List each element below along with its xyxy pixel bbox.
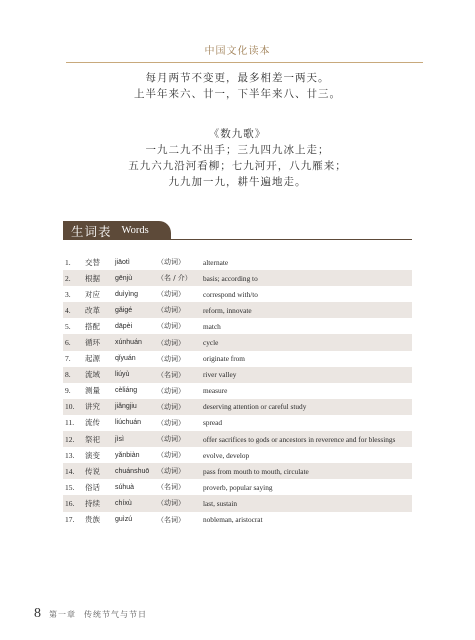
vocab-word: 测量: [85, 386, 100, 396]
vocab-definition: match: [203, 321, 221, 331]
vocab-definition: reform, innovate: [203, 305, 252, 315]
vocab-pinyin: xúnhuán: [115, 339, 142, 347]
poem-line: 五九六九沿河看柳；七九河开，八九雁来；: [128, 160, 347, 172]
vocab-word: 传说: [85, 466, 100, 476]
vocab-pinyin: chuánshuō: [115, 467, 150, 475]
vocab-part-of-speech: （动词）: [157, 322, 185, 331]
vocab-definition: deserving attention or careful study: [203, 402, 307, 412]
vocab-definition: originate from: [203, 354, 245, 364]
vocab-row: [63, 334, 412, 350]
vocab-part-of-speech: （动词）: [157, 418, 185, 427]
poem-line: 上半年来六、廿一，下半年来八、廿三。: [134, 88, 341, 100]
vocab-part-of-speech: （动词）: [157, 386, 185, 395]
vocab-word: 祭祀: [85, 434, 100, 444]
vocab-row: [63, 495, 412, 511]
vocab-part-of-speech: （名词）: [157, 483, 185, 492]
vocab-number: 2.: [65, 273, 71, 283]
poem-solar-terms: [0, 70, 475, 102]
vocab-part-of-speech: （动词）: [157, 402, 185, 411]
chapter-title: 传统节气与节日: [84, 610, 147, 619]
vocab-definition: cycle: [203, 338, 219, 348]
vocab-row: [63, 415, 412, 431]
vocab-pinyin: yǎnbiàn: [115, 451, 140, 459]
vocab-pinyin: dāpèi: [115, 322, 133, 330]
vocab-row: [63, 383, 412, 399]
vocab-number: 7.: [65, 354, 71, 364]
vocab-number: 17.: [65, 515, 75, 525]
vocab-definition: nobleman, aristocrat: [203, 515, 263, 525]
vocab-pinyin: duìyìng: [115, 290, 138, 298]
vocab-word: 讲究: [85, 402, 100, 412]
vocab-number: 12.: [65, 434, 75, 444]
vocab-row: [63, 399, 412, 415]
vocab-definition: evolve, develop: [203, 450, 250, 460]
vocab-pinyin: liúchuán: [115, 419, 142, 427]
vocab-number: 11.: [65, 418, 75, 428]
vocab-word: 搭配: [85, 321, 100, 331]
vocab-word: 持续: [85, 498, 100, 508]
vocab-part-of-speech: （动词）: [157, 435, 185, 444]
vocab-part-of-speech: （动词）: [157, 354, 185, 363]
vocab-word: 根据: [85, 273, 100, 283]
vocab-word: 贵族: [85, 515, 100, 525]
vocab-word: 对应: [85, 289, 100, 299]
poem-line: 每月两节不变更，最多相差一两天。: [145, 72, 330, 84]
vocab-part-of-speech: （名 / 介）: [157, 274, 192, 283]
vocab-pinyin: jiāotì: [115, 258, 130, 266]
vocab-row: [63, 318, 412, 334]
vocab-number: 3.: [65, 289, 71, 299]
vocab-row: [63, 431, 412, 447]
poem-title: 《数九歌》: [208, 128, 267, 140]
vocab-word: 改革: [85, 305, 100, 315]
vocab-number: 13.: [65, 450, 75, 460]
vocab-part-of-speech: （名词）: [157, 370, 185, 379]
vocab-pinyin: chíxù: [115, 499, 132, 507]
poem-line: 一九二九不出手；三九四九冰上走；: [145, 144, 330, 156]
vocab-word: 交替: [85, 257, 100, 267]
vocab-row: [63, 479, 412, 495]
vocab-number: 9.: [65, 386, 71, 396]
vocab-definition: basis; according to: [203, 273, 258, 283]
vocab-row: [63, 512, 412, 528]
vocab-word: 演变: [85, 450, 100, 460]
vocab-word: 流域: [85, 370, 100, 380]
vocab-pinyin: gēnjù: [115, 274, 133, 282]
vocab-part-of-speech: （动词）: [157, 338, 185, 347]
vocab-row: [63, 351, 412, 367]
vocab-heading-zh: 生词表: [71, 223, 112, 239]
vocab-definition: river valley: [203, 370, 237, 380]
vocab-word: 流传: [85, 418, 100, 428]
vocab-definition: measure: [203, 386, 228, 396]
vocab-definition: alternate: [203, 257, 229, 267]
vocab-definition: correspond with/to: [203, 289, 258, 299]
vocab-number: 4.: [65, 305, 71, 315]
vocab-heading-en: Words: [121, 225, 149, 236]
vocab-pinyin: guìzú: [115, 516, 133, 524]
vocab-definition: offer sacrifices to gods or ancestors in reverence and for blessings: [203, 434, 396, 444]
vocab-row: [63, 254, 412, 270]
vocab-definition: last, sustain: [203, 498, 238, 508]
page-number: 8: [34, 606, 41, 621]
header-rule: [66, 62, 423, 63]
vocab-number: 8.: [65, 370, 71, 380]
vocab-row: [63, 367, 412, 383]
page-footer: [34, 606, 147, 622]
poem-counting-nines: [0, 126, 475, 190]
vocab-definition: spread: [203, 418, 223, 428]
vocab-number: 1.: [65, 257, 71, 267]
vocab-pinyin: gǎigé: [115, 306, 133, 314]
vocab-number: 16.: [65, 498, 75, 508]
vocab-number: 14.: [65, 466, 75, 476]
vocab-word: 循环: [85, 338, 100, 348]
vocab-heading-rule: [63, 239, 412, 240]
vocab-definition: proverb, popular saying: [203, 482, 273, 492]
vocab-part-of-speech: （动词）: [157, 306, 185, 315]
vocab-pinyin: jìsì: [115, 435, 124, 443]
vocab-word: 起源: [85, 354, 100, 364]
running-header: 中国文化读本: [204, 46, 271, 57]
vocab-part-of-speech: （名词）: [157, 515, 185, 524]
vocab-row: [63, 286, 412, 302]
vocab-part-of-speech: （动词）: [157, 467, 185, 476]
chapter-label: 第一章: [49, 610, 76, 619]
poem-line: 九九加一九，耕牛遍地走。: [168, 176, 307, 188]
vocab-part-of-speech: （动词）: [157, 499, 185, 508]
vocab-heading: [63, 221, 171, 240]
vocab-row: [63, 270, 412, 286]
vocab-pinyin: súhuà: [115, 483, 135, 491]
vocab-pinyin: qǐyuán: [115, 355, 136, 363]
vocab-row: [63, 463, 412, 479]
vocab-definition: pass from mouth to mouth, circulate: [203, 466, 309, 476]
vocab-number: 10.: [65, 402, 75, 412]
vocab-word: 俗话: [85, 482, 100, 492]
vocab-number: 15.: [65, 482, 75, 492]
vocab-pinyin: liúyù: [115, 371, 130, 379]
vocab-part-of-speech: （动词）: [157, 451, 185, 460]
vocab-row: [63, 447, 412, 463]
vocab-number: 5.: [65, 321, 71, 331]
vocab-part-of-speech: （动词）: [157, 290, 185, 299]
vocab-pinyin: jiǎngjiu: [115, 403, 137, 411]
vocab-table: [63, 254, 412, 528]
vocab-pinyin: cèliáng: [115, 387, 138, 395]
vocab-row: [63, 302, 412, 318]
vocab-part-of-speech: （动词）: [157, 258, 185, 267]
vocab-number: 6.: [65, 338, 71, 348]
